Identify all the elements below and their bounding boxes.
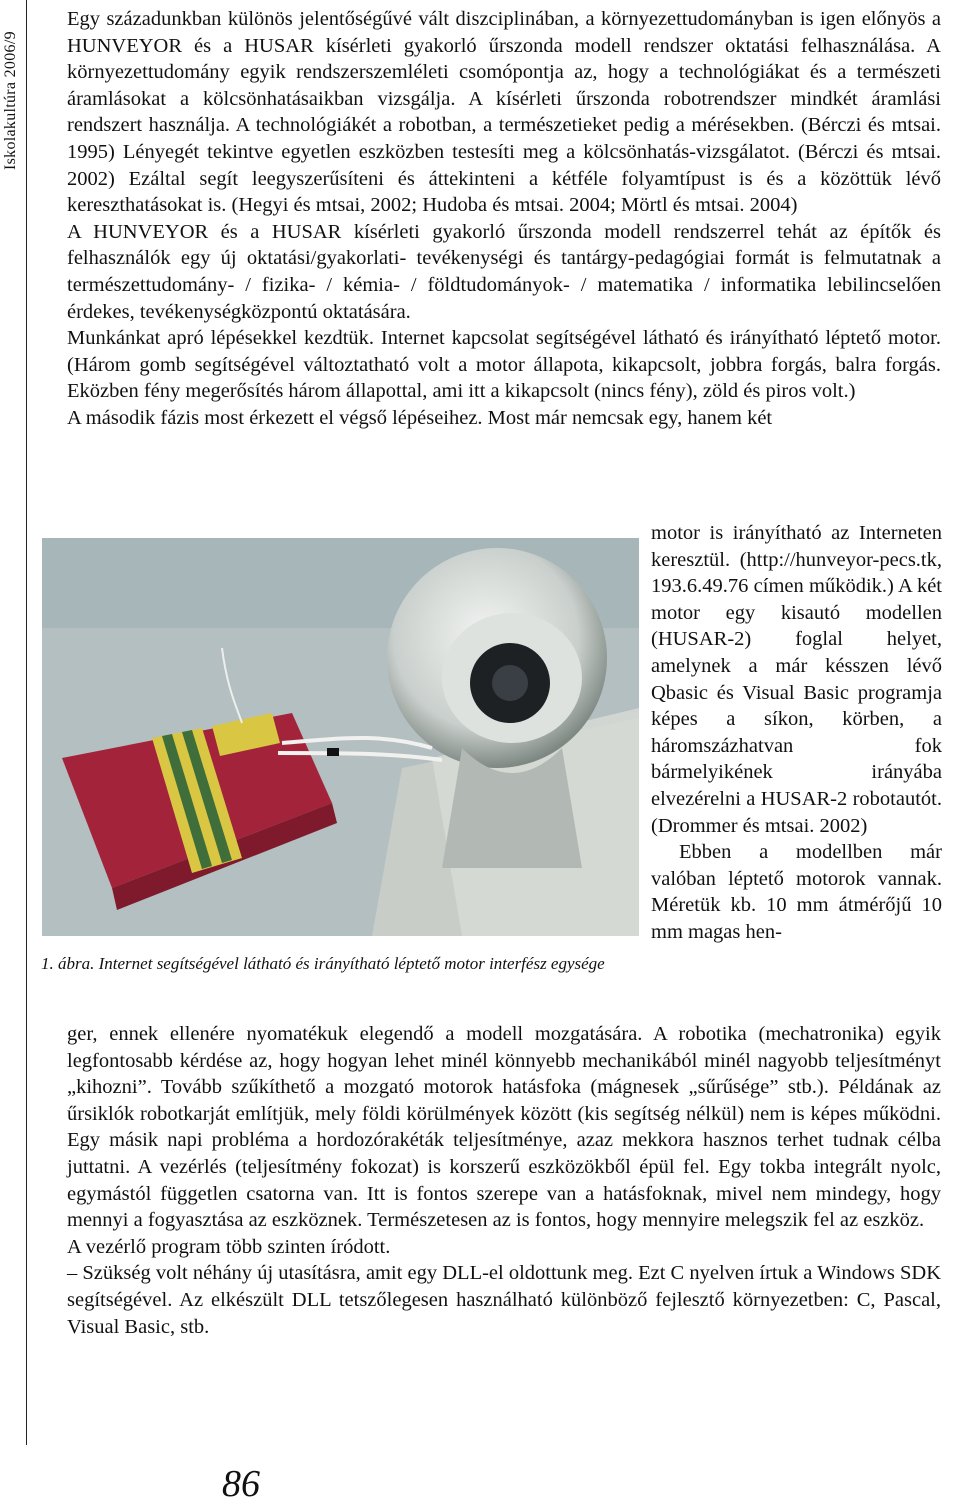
text-block-bottom (67, 1021, 941, 1340)
paragraph-1: Egy századunkban különös jelentőségűvé vált diszciplinában, a környezettudományban is igen előnyös a HUNVEYOR és a HUSAR kísérleti gyakorló űrszonda modell rendszer oktatási felhasználása. A környezettudomány egyik rendszerszemléleti csomópontja az, hogy a technológiákat és a természeti áramlásokat a kölcsönhatásaikban vizsgálja. A kísérleti űrszonda robotrendszer mindkét áramlási rendszert használja. A technológiákét a robotban, a természetieket pedig a mérésekben. (Bérczi és mtsai. 1995) Lényegét tekintve egyetlen eszközben testesíti meg a kölcsönhatás-vizsgálatot. (Bérczi és mtsai. 2002) Ezáltal segít leegyszerűsíteni és áttekinteni a kétféle folyamtípust is és a közöttük lévő kereszthatásokat is. (Hegyi és mtsai, 2002; Hudoba és mtsai. 2004; Mörtl és mtsai. 2004) (67, 8, 941, 217)
paragraph-7: – Szükség volt néhány új utasításra, amit egy DLL-el oldottunk meg. Ezt C nyelven írtuk a Windows SDK segítségével. Az elkészült DLL tetszőlegesen használható különböző fejlesztő környezetben: C, Pascal, Visual Basic, stb. (67, 1262, 941, 1338)
figure-caption (41, 952, 631, 976)
caption-text: Internet segítségével látható és irányítható léptető motor interfész egysége (98, 954, 605, 973)
narrow-column (651, 520, 942, 946)
page-number: 86 (222, 1463, 260, 1505)
narrow-paragraph-2: Ebben a modellben már valóban léptető motorok vannak. Méretük kb. 10 mm átmérőjű 10 mm magas hen- (651, 841, 942, 943)
caption-label: 1. ábra. (41, 954, 95, 973)
narrow-paragraph-1: motor is irányítható az Interneten keresztül. (http://hunveyor-pecs.tk, 193.6.49.76 címen működik.) A két motor egy kisautó modellen (HUSAR-2) foglal helyet, amelynek a már késszen lévő Qbasic és Visual Basic programja képes a síkon, körben, a háromszázhatvan fok bármelyikének irányába elvezérelni a HUSAR-2 robotautót. (Drommer és mtsai. 2002) (651, 522, 942, 837)
figure-photo (42, 538, 639, 936)
paragraph-3: Munkánkat apró lépésekkel kezdtük. Internet kapcsolat segítségével látható és irányítható léptető motor. (Három gomb segítségével változtatható volt a motor állapota, kikapcsolt, jobbra forgás, balra forgás. Eközben fény megerősítés három állapottal, ami itt a kikapcsolt (nincs fény), zöld és piros volt.) (67, 327, 941, 403)
paragraph-4: A második fázis most érkezett el végső lépéseihez. Most már nemcsak egy, hanem két (67, 406, 773, 429)
margin-rule (26, 0, 27, 1445)
photo-illustration (42, 538, 639, 936)
journal-side-label (0, 0, 38, 300)
journal-name: Iskolakultúra 2006/9 (2, 31, 19, 170)
paragraph-6: A vezérlő program több szinten íródott. (67, 1235, 391, 1258)
text-block-top (67, 6, 941, 432)
paragraph-5: ger, ennek ellenére nyomatékuk elegendő a modell mozgatására. A robotika (mechatronika) egyik legfontosabb kérdése az, hogy hogyan lehet minél könnyebb mechanikából minél nagyobb teljesítményt „kihozni”. Tovább szűkíthető a mozgató motorok hatásfoka (mágnesek „sűrűsége” stb.). Példának az űrsiklók robotkarját említjük, mely földi körülmények között (kis segítség nélkül) nem is képes működni. Egy másik napi probléma a hordozórakéták teljesítménye, azaz mekkora hasznos terhet tudnak célba juttatni. A vezérlés (teljesítmény fokozat) is korszerű eszközökből épül fel. Egy tokba integrált nyolc, egymástól független csatorna van. Itt is fontos szerepe van a hatásfoknak, mivel nem mindegy, hogy mennyi a fogyasztása az eszköznek. Természetesen az is fontos, hogy mennyire melegszik fel az eszköz. (67, 1023, 941, 1232)
paragraph-2: A HUNVEYOR és a HUSAR kísérleti gyakorló űrszonda modell rendszerrel tehát az építők és felhasználók egy új oktatási/gyakorlati- tevékenységi és tantárgy-pedagógiai formát is felmutatnak a természettudomány- / fizika- / kémia- / földtudományok- / matematika / informatika lebilincselően érdekes, tevékenységközpontú oktatására. (67, 220, 941, 323)
